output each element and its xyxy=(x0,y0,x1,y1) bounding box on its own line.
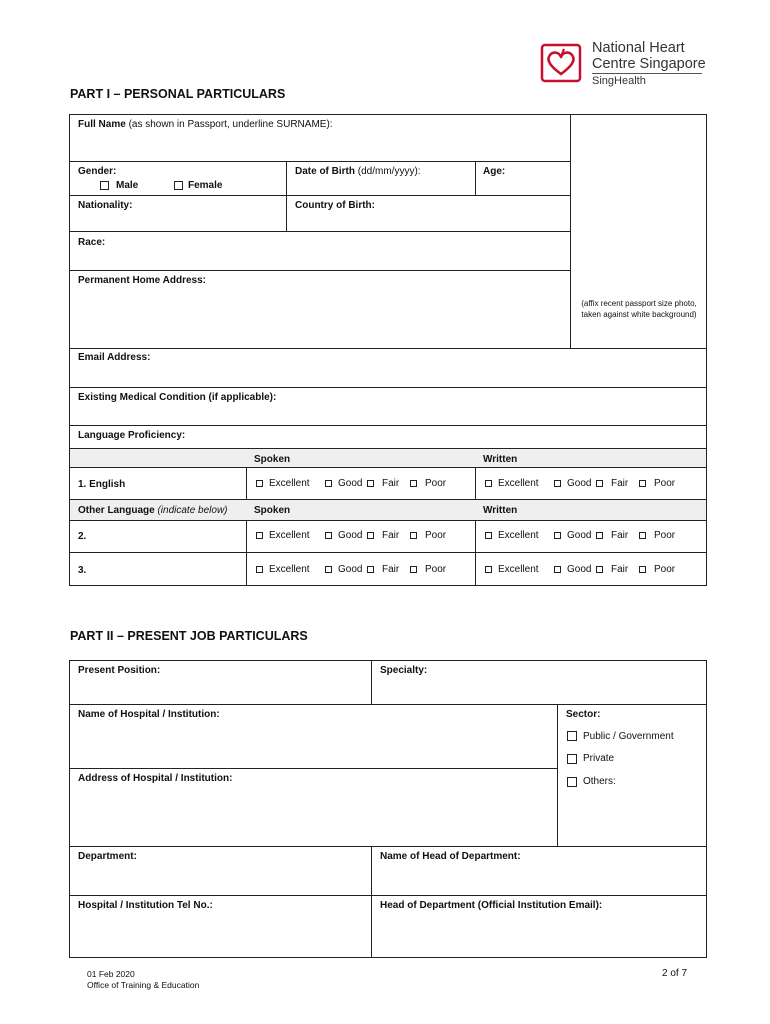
heart-logo-icon xyxy=(540,43,582,83)
written-header-2: Written xyxy=(483,505,518,516)
medical-condition-label: Existing Medical Condition (if applicable): xyxy=(78,392,277,403)
gender-label: Gender: xyxy=(78,166,117,177)
nationality-label: Nationality: xyxy=(78,200,133,211)
dob-field[interactable] xyxy=(295,166,421,177)
level-label: Excellent xyxy=(269,478,310,489)
row2-spoken-poor-checkbox[interactable] xyxy=(410,532,417,539)
sector-public-label: Public / Government xyxy=(583,731,674,742)
level-label: Poor xyxy=(654,564,676,575)
level-label: Excellent xyxy=(498,478,539,489)
level-label: Good xyxy=(338,564,363,575)
page-number: 2 of 7 xyxy=(662,968,688,979)
other-language-label: Other Language (indicate below) xyxy=(78,505,228,516)
head-of-department-label: Name of Head of Department: xyxy=(380,851,521,862)
level-label: Poor xyxy=(425,478,447,489)
level-label: Poor xyxy=(654,530,676,541)
logo-line2: Centre Singapore xyxy=(592,56,706,72)
race-label: Race: xyxy=(78,237,106,248)
english-written-good-checkbox[interactable] xyxy=(554,480,561,487)
written-header: Written xyxy=(483,454,518,465)
english-spoken-excellent-checkbox[interactable] xyxy=(256,480,263,487)
level-label: Poor xyxy=(425,564,447,575)
full-name-label: Full Name xyxy=(78,119,126,130)
age-label: Age: xyxy=(483,166,506,177)
row2-written-excellent-checkbox[interactable] xyxy=(485,532,492,539)
level-label: Good xyxy=(567,530,592,541)
level-label: Fair xyxy=(611,478,629,489)
footer-date: 01 Feb 2020 xyxy=(87,969,135,979)
gender-male-label: Male xyxy=(116,180,139,191)
sector-label: Sector: xyxy=(566,709,601,720)
spoken-header-2: Spoken xyxy=(254,505,291,516)
row3-spoken-excellent-checkbox[interactable] xyxy=(256,566,263,573)
english-spoken-poor-checkbox[interactable] xyxy=(410,480,417,487)
english-written-excellent-checkbox[interactable] xyxy=(485,480,492,487)
institution-tel-label: Hospital / Institution Tel No.: xyxy=(78,900,213,911)
photo-note: (affix recent passport size photo, taken against white background) xyxy=(581,299,697,319)
english-written-poor-checkbox[interactable] xyxy=(639,480,646,487)
level-label: Excellent xyxy=(498,530,539,541)
row3-written-good-checkbox[interactable] xyxy=(554,566,561,573)
email-label: Email Address: xyxy=(78,352,151,363)
logo-line1: National Heart xyxy=(592,40,685,56)
level-label: Poor xyxy=(425,530,447,541)
part1-title: PART I – PERSONAL PARTICULARS xyxy=(70,87,286,101)
level-label: Poor xyxy=(654,478,676,489)
dob-note: (dd/mm/yyyy): xyxy=(357,166,421,177)
sector-public-checkbox[interactable] xyxy=(567,731,577,741)
spoken-header: Spoken xyxy=(254,454,291,465)
level-label: Fair xyxy=(611,530,629,541)
specialty-label: Specialty: xyxy=(380,665,428,676)
english-spoken-good-checkbox[interactable] xyxy=(325,480,332,487)
country-of-birth-label: Country of Birth: xyxy=(295,200,375,211)
footer-office: Office of Training & Education xyxy=(87,980,200,990)
present-position-label: Present Position: xyxy=(78,665,161,676)
gender-female-checkbox[interactable] xyxy=(174,181,183,190)
english-row-label: 1. English xyxy=(78,479,126,490)
row2-written-good-checkbox[interactable] xyxy=(554,532,561,539)
level-label: Fair xyxy=(382,530,400,541)
level-label: Good xyxy=(567,478,592,489)
sector-private-checkbox[interactable] xyxy=(567,754,577,764)
head-email-label: Head of Department (Official Institution Email): xyxy=(380,900,603,911)
row2-written-fair-checkbox[interactable] xyxy=(596,532,603,539)
level-label: Excellent xyxy=(269,530,310,541)
home-address-label: Permanent Home Address: xyxy=(78,275,206,286)
language-row-3-label: 3. xyxy=(78,565,87,576)
full-name-note: (as shown in Passport, underline SURNAME): xyxy=(128,119,333,130)
sector-others-checkbox[interactable] xyxy=(567,777,577,787)
row3-spoken-fair-checkbox[interactable] xyxy=(367,566,374,573)
english-written-fair-checkbox[interactable] xyxy=(596,480,603,487)
row2-spoken-good-checkbox[interactable] xyxy=(325,532,332,539)
english-spoken-fair-checkbox[interactable] xyxy=(367,480,374,487)
level-label: Fair xyxy=(611,564,629,575)
row3-spoken-poor-checkbox[interactable] xyxy=(410,566,417,573)
row3-written-excellent-checkbox[interactable] xyxy=(485,566,492,573)
hospital-name-label: Name of Hospital / Institution: xyxy=(78,709,220,720)
language-proficiency-label: Language Proficiency: xyxy=(78,430,186,441)
row3-written-poor-checkbox[interactable] xyxy=(639,566,646,573)
level-label: Excellent xyxy=(498,564,539,575)
level-label: Good xyxy=(338,478,363,489)
level-label: Fair xyxy=(382,478,400,489)
level-label: Good xyxy=(567,564,592,575)
row2-spoken-fair-checkbox[interactable] xyxy=(367,532,374,539)
sector-private-label: Private xyxy=(583,753,615,764)
sector-others-label: Others: xyxy=(583,776,616,787)
logo-sub: SingHealth xyxy=(592,75,646,87)
row2-spoken-excellent-checkbox[interactable] xyxy=(256,532,263,539)
gender-female-label: Female xyxy=(188,180,223,191)
level-label: Fair xyxy=(382,564,400,575)
language-row-2-label: 2. xyxy=(78,531,87,542)
row2-written-poor-checkbox[interactable] xyxy=(639,532,646,539)
row3-written-fair-checkbox[interactable] xyxy=(596,566,603,573)
part2-title: PART II – PRESENT JOB PARTICULARS xyxy=(70,629,308,643)
level-label: Excellent xyxy=(269,564,310,575)
department-label: Department: xyxy=(78,851,137,862)
level-label: Good xyxy=(338,530,363,541)
row3-spoken-good-checkbox[interactable] xyxy=(325,566,332,573)
dob-label: Date of Birth xyxy=(295,166,355,177)
gender-male-checkbox[interactable] xyxy=(100,181,109,190)
full-name-field[interactable] xyxy=(78,119,333,130)
hospital-address-label: Address of Hospital / Institution: xyxy=(78,773,233,784)
